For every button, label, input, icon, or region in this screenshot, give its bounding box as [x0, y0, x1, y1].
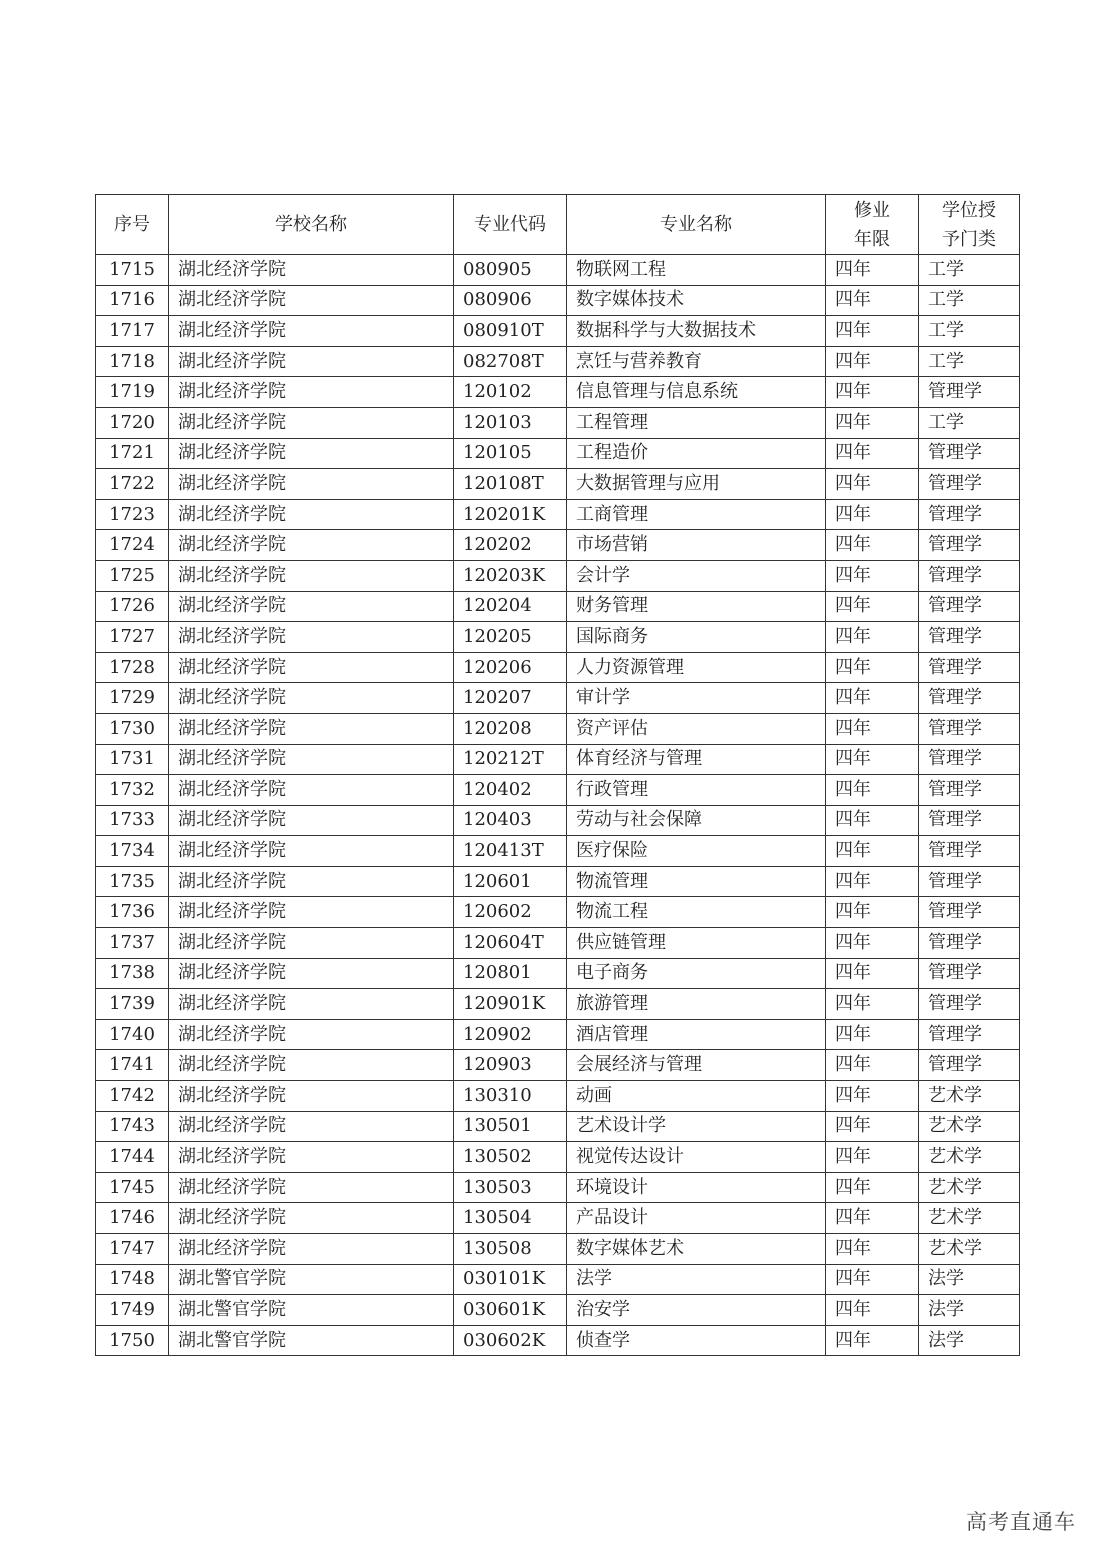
cell-school: 湖北经济学院 [169, 805, 454, 836]
cell-code: 120402 [454, 775, 567, 806]
cell-index: 1750 [96, 1325, 169, 1356]
cell-code: 120604T [454, 928, 567, 959]
cell-code: 120204 [454, 591, 567, 622]
cell-degree: 管理学 [919, 438, 1020, 469]
cell-duration: 四年 [826, 713, 919, 744]
table-row [96, 1203, 1020, 1234]
table-row [96, 285, 1020, 316]
cell-index: 1718 [96, 346, 169, 377]
cell-index: 1729 [96, 683, 169, 714]
table-row [96, 866, 1020, 897]
cell-school: 湖北经济学院 [169, 1203, 454, 1234]
cell-major: 数据科学与大数据技术 [567, 316, 826, 347]
cell-index: 1732 [96, 775, 169, 806]
cell-major: 行政管理 [567, 775, 826, 806]
cell-school: 湖北经济学院 [169, 958, 454, 989]
cell-duration: 四年 [826, 316, 919, 347]
cell-school: 湖北经济学院 [169, 836, 454, 867]
table-row [96, 1142, 1020, 1173]
cell-major: 视觉传达设计 [567, 1142, 826, 1173]
cell-code: 120108T [454, 469, 567, 500]
cell-school: 湖北经济学院 [169, 591, 454, 622]
cell-degree: 艺术学 [919, 1142, 1020, 1173]
cell-code: 120903 [454, 1050, 567, 1081]
cell-school: 湖北经济学院 [169, 469, 454, 500]
cell-degree: 工学 [919, 285, 1020, 316]
cell-index: 1746 [96, 1203, 169, 1234]
cell-index: 1726 [96, 591, 169, 622]
header-index: 序号 [96, 195, 169, 255]
cell-duration: 四年 [826, 407, 919, 438]
cell-degree: 管理学 [919, 683, 1020, 714]
cell-school: 湖北警官学院 [169, 1264, 454, 1295]
cell-major: 劳动与社会保障 [567, 805, 826, 836]
table-row [96, 958, 1020, 989]
table-row [96, 560, 1020, 591]
cell-degree: 管理学 [919, 499, 1020, 530]
cell-degree: 工学 [919, 255, 1020, 286]
table-row [96, 1050, 1020, 1081]
cell-degree: 管理学 [919, 591, 1020, 622]
cell-duration: 四年 [826, 866, 919, 897]
cell-major: 物流工程 [567, 897, 826, 928]
cell-index: 1741 [96, 1050, 169, 1081]
cell-major: 资产评估 [567, 713, 826, 744]
cell-code: 120102 [454, 377, 567, 408]
cell-school: 湖北经济学院 [169, 1019, 454, 1050]
cell-major: 医疗保险 [567, 836, 826, 867]
cell-index: 1715 [96, 255, 169, 286]
cell-code: 120801 [454, 958, 567, 989]
cell-major: 人力资源管理 [567, 652, 826, 683]
cell-major: 治安学 [567, 1295, 826, 1326]
table-row [96, 836, 1020, 867]
cell-index: 1725 [96, 560, 169, 591]
cell-index: 1723 [96, 499, 169, 530]
cell-code: 080910T [454, 316, 567, 347]
cell-index: 1735 [96, 866, 169, 897]
cell-duration: 四年 [826, 469, 919, 500]
cell-index: 1721 [96, 438, 169, 469]
table-row [96, 744, 1020, 775]
cell-major: 烹饪与营养教育 [567, 346, 826, 377]
cell-index: 1727 [96, 622, 169, 653]
cell-duration: 四年 [826, 805, 919, 836]
cell-index: 1720 [96, 407, 169, 438]
cell-degree: 法学 [919, 1295, 1020, 1326]
cell-duration: 四年 [826, 775, 919, 806]
cell-code: 120901K [454, 989, 567, 1020]
cell-duration: 四年 [826, 1111, 919, 1142]
cell-duration: 四年 [826, 1295, 919, 1326]
cell-degree: 管理学 [919, 1050, 1020, 1081]
cell-degree: 管理学 [919, 560, 1020, 591]
cell-index: 1736 [96, 897, 169, 928]
table-row [96, 346, 1020, 377]
cell-major: 财务管理 [567, 591, 826, 622]
cell-major: 大数据管理与应用 [567, 469, 826, 500]
cell-duration: 四年 [826, 1142, 919, 1173]
cell-index: 1717 [96, 316, 169, 347]
cell-degree: 管理学 [919, 897, 1020, 928]
cell-major: 数字媒体技术 [567, 285, 826, 316]
table-row [96, 622, 1020, 653]
header-duration-line2: 年限 [854, 228, 890, 250]
table-row [96, 1019, 1020, 1050]
cell-school: 湖北经济学院 [169, 530, 454, 561]
table-row [96, 1264, 1020, 1295]
cell-code: 120902 [454, 1019, 567, 1050]
cell-code: 030601K [454, 1295, 567, 1326]
cell-school: 湖北经济学院 [169, 866, 454, 897]
table-row [96, 1234, 1020, 1265]
cell-degree: 管理学 [919, 775, 1020, 806]
cell-school: 湖北经济学院 [169, 438, 454, 469]
cell-index: 1738 [96, 958, 169, 989]
cell-duration: 四年 [826, 285, 919, 316]
cell-school: 湖北经济学院 [169, 989, 454, 1020]
cell-code: 120403 [454, 805, 567, 836]
cell-index: 1724 [96, 530, 169, 561]
cell-major: 工程造价 [567, 438, 826, 469]
cell-code: 120212T [454, 744, 567, 775]
cell-duration: 四年 [826, 1325, 919, 1356]
cell-school: 湖北经济学院 [169, 928, 454, 959]
cell-duration: 四年 [826, 530, 919, 561]
cell-major: 工程管理 [567, 407, 826, 438]
cell-school: 湖北警官学院 [169, 1295, 454, 1326]
cell-major: 供应链管理 [567, 928, 826, 959]
cell-code: 030602K [454, 1325, 567, 1356]
cell-major: 会计学 [567, 560, 826, 591]
cell-major: 物流管理 [567, 866, 826, 897]
header-degree-line1: 学位授 [942, 199, 996, 221]
cell-index: 1743 [96, 1111, 169, 1142]
cell-index: 1748 [96, 1264, 169, 1295]
cell-code: 120205 [454, 622, 567, 653]
cell-duration: 四年 [826, 1019, 919, 1050]
cell-code: 130310 [454, 1081, 567, 1112]
cell-degree: 艺术学 [919, 1234, 1020, 1265]
cell-degree: 法学 [919, 1325, 1020, 1356]
cell-degree: 管理学 [919, 744, 1020, 775]
cell-school: 湖北经济学院 [169, 1142, 454, 1173]
cell-duration: 四年 [826, 377, 919, 408]
cell-major: 市场营销 [567, 530, 826, 561]
cell-code: 080905 [454, 255, 567, 286]
cell-duration: 四年 [826, 1050, 919, 1081]
cell-code: 120601 [454, 866, 567, 897]
cell-degree: 管理学 [919, 530, 1020, 561]
cell-index: 1730 [96, 713, 169, 744]
cell-school: 湖北经济学院 [169, 1050, 454, 1081]
cell-school: 湖北经济学院 [169, 560, 454, 591]
cell-index: 1739 [96, 989, 169, 1020]
cell-code: 120206 [454, 652, 567, 683]
cell-school: 湖北经济学院 [169, 897, 454, 928]
cell-major: 国际商务 [567, 622, 826, 653]
cell-school: 湖北经济学院 [169, 1234, 454, 1265]
cell-major: 酒店管理 [567, 1019, 826, 1050]
cell-code: 130501 [454, 1111, 567, 1142]
cell-school: 湖北经济学院 [169, 775, 454, 806]
cell-duration: 四年 [826, 1081, 919, 1112]
header-duration-line1: 修业 [854, 199, 890, 221]
cell-degree: 管理学 [919, 469, 1020, 500]
cell-index: 1740 [96, 1019, 169, 1050]
cell-degree: 管理学 [919, 866, 1020, 897]
cell-major: 法学 [567, 1264, 826, 1295]
cell-duration: 四年 [826, 1264, 919, 1295]
table-row [96, 530, 1020, 561]
table-row [96, 1111, 1020, 1142]
table-row [96, 316, 1020, 347]
cell-duration: 四年 [826, 622, 919, 653]
cell-major: 动画 [567, 1081, 826, 1112]
table-row [96, 683, 1020, 714]
cell-index: 1742 [96, 1081, 169, 1112]
cell-major: 环境设计 [567, 1172, 826, 1203]
cell-degree: 管理学 [919, 928, 1020, 959]
table-row [96, 499, 1020, 530]
cell-duration: 四年 [826, 744, 919, 775]
table-row [96, 407, 1020, 438]
cell-school: 湖北经济学院 [169, 407, 454, 438]
cell-major: 艺术设计学 [567, 1111, 826, 1142]
table-row [96, 713, 1020, 744]
cell-code: 082708T [454, 346, 567, 377]
table-body [96, 255, 1020, 1356]
cell-code: 120413T [454, 836, 567, 867]
cell-code: 030101K [454, 1264, 567, 1295]
header-duration [826, 195, 919, 255]
table-row [96, 1172, 1020, 1203]
table-row [96, 928, 1020, 959]
cell-index: 1737 [96, 928, 169, 959]
cell-code: 120208 [454, 713, 567, 744]
table-row [96, 469, 1020, 500]
table-row [96, 1295, 1020, 1326]
cell-duration: 四年 [826, 958, 919, 989]
cell-major: 体育经济与管理 [567, 744, 826, 775]
cell-duration: 四年 [826, 1234, 919, 1265]
cell-duration: 四年 [826, 499, 919, 530]
table-row [96, 652, 1020, 683]
cell-index: 1731 [96, 744, 169, 775]
cell-major: 会展经济与管理 [567, 1050, 826, 1081]
cell-degree: 管理学 [919, 622, 1020, 653]
cell-duration: 四年 [826, 652, 919, 683]
cell-degree: 管理学 [919, 836, 1020, 867]
cell-code: 120602 [454, 897, 567, 928]
cell-major: 审计学 [567, 683, 826, 714]
cell-school: 湖北经济学院 [169, 744, 454, 775]
cell-major: 工商管理 [567, 499, 826, 530]
cell-index: 1719 [96, 377, 169, 408]
cell-school: 湖北经济学院 [169, 713, 454, 744]
cell-school: 湖北经济学院 [169, 1111, 454, 1142]
cell-major: 电子商务 [567, 958, 826, 989]
header-school: 学校名称 [169, 195, 454, 255]
cell-index: 1744 [96, 1142, 169, 1173]
cell-code: 120103 [454, 407, 567, 438]
cell-degree: 艺术学 [919, 1203, 1020, 1234]
table-row [96, 989, 1020, 1020]
cell-index: 1745 [96, 1172, 169, 1203]
cell-school: 湖北经济学院 [169, 285, 454, 316]
cell-duration: 四年 [826, 560, 919, 591]
header-major: 专业名称 [567, 195, 826, 255]
cell-school: 湖北经济学院 [169, 499, 454, 530]
cell-school: 湖北经济学院 [169, 255, 454, 286]
cell-degree: 工学 [919, 316, 1020, 347]
cell-degree: 管理学 [919, 652, 1020, 683]
cell-duration: 四年 [826, 1203, 919, 1234]
cell-degree: 管理学 [919, 989, 1020, 1020]
majors-table-container [95, 194, 1020, 1356]
cell-duration: 四年 [826, 897, 919, 928]
cell-school: 湖北警官学院 [169, 1325, 454, 1356]
cell-degree: 工学 [919, 346, 1020, 377]
table-header-row [96, 195, 1020, 255]
majors-table [95, 194, 1020, 1356]
cell-code: 130502 [454, 1142, 567, 1173]
cell-school: 湖北经济学院 [169, 316, 454, 347]
table-row [96, 255, 1020, 286]
cell-degree: 艺术学 [919, 1172, 1020, 1203]
cell-duration: 四年 [826, 1172, 919, 1203]
table-row [96, 775, 1020, 806]
cell-duration: 四年 [826, 836, 919, 867]
cell-duration: 四年 [826, 928, 919, 959]
cell-degree: 艺术学 [919, 1081, 1020, 1112]
cell-degree: 工学 [919, 407, 1020, 438]
watermark-text: 高考直通车 [966, 1510, 1076, 1534]
cell-index: 1747 [96, 1234, 169, 1265]
cell-school: 湖北经济学院 [169, 1081, 454, 1112]
cell-school: 湖北经济学院 [169, 1172, 454, 1203]
table-row [96, 591, 1020, 622]
cell-major: 产品设计 [567, 1203, 826, 1234]
cell-index: 1716 [96, 285, 169, 316]
cell-school: 湖北经济学院 [169, 652, 454, 683]
cell-code: 120202 [454, 530, 567, 561]
table-row [96, 1325, 1020, 1356]
cell-code: 130503 [454, 1172, 567, 1203]
header-code: 专业代码 [454, 195, 567, 255]
cell-degree: 管理学 [919, 377, 1020, 408]
cell-duration: 四年 [826, 989, 919, 1020]
cell-degree: 管理学 [919, 713, 1020, 744]
header-degree-line2: 予门类 [942, 228, 996, 250]
cell-code: 080906 [454, 285, 567, 316]
cell-degree: 管理学 [919, 958, 1020, 989]
cell-major: 旅游管理 [567, 989, 826, 1020]
cell-degree: 管理学 [919, 1019, 1020, 1050]
cell-code: 120203K [454, 560, 567, 591]
cell-school: 湖北经济学院 [169, 377, 454, 408]
cell-index: 1722 [96, 469, 169, 500]
cell-code: 130508 [454, 1234, 567, 1265]
cell-degree: 管理学 [919, 805, 1020, 836]
cell-index: 1728 [96, 652, 169, 683]
cell-duration: 四年 [826, 438, 919, 469]
cell-duration: 四年 [826, 683, 919, 714]
table-row [96, 897, 1020, 928]
cell-major: 数字媒体艺术 [567, 1234, 826, 1265]
cell-duration: 四年 [826, 255, 919, 286]
cell-duration: 四年 [826, 591, 919, 622]
table-row [96, 805, 1020, 836]
cell-school: 湖北经济学院 [169, 346, 454, 377]
cell-index: 1749 [96, 1295, 169, 1326]
cell-degree: 艺术学 [919, 1111, 1020, 1142]
cell-school: 湖北经济学院 [169, 622, 454, 653]
cell-code: 120201K [454, 499, 567, 530]
cell-major: 侦查学 [567, 1325, 826, 1356]
cell-code: 120207 [454, 683, 567, 714]
header-degree [919, 195, 1020, 255]
table-row [96, 1081, 1020, 1112]
cell-degree: 法学 [919, 1264, 1020, 1295]
cell-index: 1734 [96, 836, 169, 867]
table-row [96, 377, 1020, 408]
cell-major: 物联网工程 [567, 255, 826, 286]
cell-school: 湖北经济学院 [169, 683, 454, 714]
table-row [96, 438, 1020, 469]
cell-code: 130504 [454, 1203, 567, 1234]
cell-duration: 四年 [826, 346, 919, 377]
cell-index: 1733 [96, 805, 169, 836]
cell-major: 信息管理与信息系统 [567, 377, 826, 408]
cell-code: 120105 [454, 438, 567, 469]
